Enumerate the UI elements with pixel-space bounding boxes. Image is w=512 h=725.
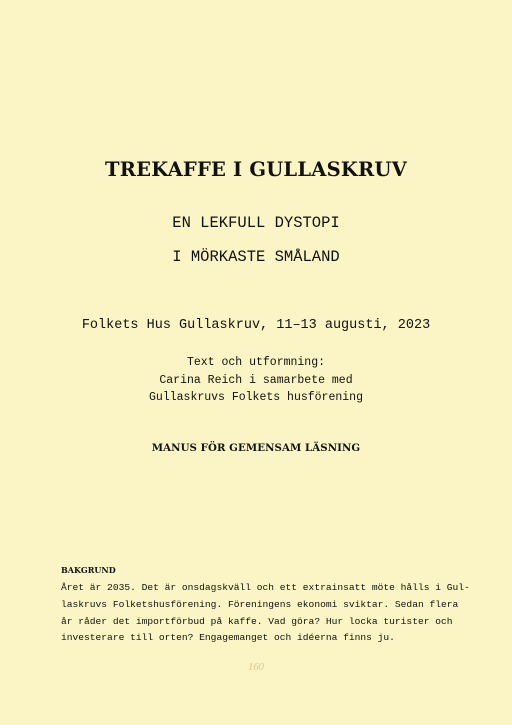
background-line: laskruvs Folketshusförening. Föreningens ekonomi sviktar. Sedan flera [61, 598, 459, 610]
background-heading: BAKGRUND [61, 565, 116, 575]
document-title: TREKAFFE I GULLASKRUV [105, 158, 407, 181]
background-line: Året är 2035. Det är onsdagskväll och ett extrainsatt möte hålls i Gul- [61, 582, 470, 593]
manus-heading: MANUS FÖR GEMENSAM LÄSNING [151, 442, 361, 454]
subtitle-line-2: I MÖRKASTE SMÅLAND [172, 248, 340, 266]
page-number: 160 [248, 662, 264, 673]
credits [0, 354, 512, 407]
background-line: investerare till orten? Engagemanget och idéerna finns ju. [61, 632, 395, 644]
credits-line-1: Text och utformning: [186, 356, 326, 369]
venue-and-dates: Folkets Hus Gullaskruv, 11–13 augusti, 2023 [81, 318, 431, 333]
subtitle-line-1: EN LEKFULL DYSTOPI [172, 214, 340, 232]
credits-line-2: Carina Reich i samarbete med [159, 373, 353, 387]
background-line: år råder det importförbud på kaffe. Vad göra? Hur locka turister och [61, 615, 453, 627]
background-paragraph [61, 580, 470, 647]
credits-line-3: Gullaskruvs Folkets husförening [149, 391, 363, 404]
